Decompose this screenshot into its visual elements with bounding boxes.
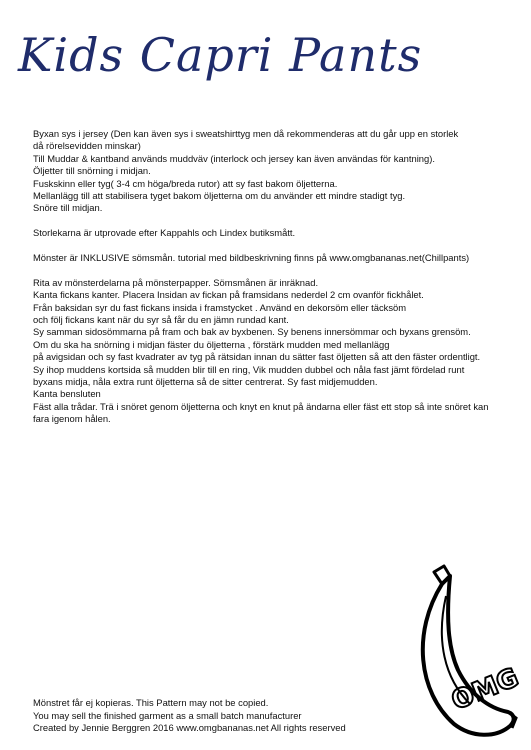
copy-notice: Mönstret får ej kopieras. This Pattern may not be copied. — [33, 697, 269, 708]
step-line: och följ fickans kant när du syr så får du en jämn rundad kant. — [33, 314, 289, 326]
step-line: Kanta bensluten — [33, 388, 101, 400]
step-line: Kanta fickans kanter. Placera Insidan av fickan på framsidans nederdel 2 cm ovanför fickhålet. — [33, 289, 424, 301]
step-line: Om du ska ha snörning i midjan fäster du öljetterna , förstärk mudden med mellanlägg — [33, 338, 390, 350]
credit-line: Created by Jennie Berggren 2016 www.omgbananas.net All rights reserved — [33, 722, 346, 734]
sizes-note: Storlekarna är utprovade efter Kappahls och Lindex butiksmått. — [33, 227, 296, 239]
materials-line: Mellanlägg till att stabilisera tyget bakom öljetterna om du använder ett mindre stadigt tyg. — [33, 190, 406, 202]
logo-text: OMG — [447, 662, 519, 717]
steps-list — [33, 277, 523, 426]
step-line: på avigsidan och sy fast kvadrater av tyg på rätsidan innan du sätter fast öljetten så att den fäster ordentligt. — [33, 351, 481, 363]
step-line: Sy ihop muddens kortsida så mudden blir till en ring, Vik mudden dubbel och nåla fast jämt fördelad runt — [33, 363, 465, 375]
step-line: Rita av mönsterdelarna på mönsterpapper. Sömsmånen är inräknad. — [33, 276, 319, 288]
sell-notice: You may sell the finished garment as a small batch manufacturer — [33, 709, 302, 721]
materials-line: Snöre till midjan. — [33, 202, 103, 214]
materials-line: Byxan sys i jersey (Den kan även sys i sweatshirttyg men då rekommenderas att du går upp en storlek — [33, 128, 459, 139]
materials-line: Till Muddar & kantband används muddväv (interlock och jersey kan även användas för kantning). — [33, 152, 435, 164]
footer — [33, 697, 346, 735]
step-line: byxans midja, nåla extra runt öljetterna så de sitter centrerat. Sy fast midjemudden. — [33, 376, 378, 388]
seam-allowance-note: Mönster är INKLUSIVE sömsmån. tutorial med bildbeskrivning finns på www.omgbananas.net(Chillpants) — [33, 252, 470, 264]
banana-logo-icon — [404, 562, 519, 742]
step-line: Från baksidan syr du fast fickans insida i framstycket . Använd en dekorsöm eller täcksöm — [33, 301, 407, 313]
step-line: fara igenom hålen. — [33, 413, 111, 425]
materials-line: Fuskskinn eller tyg( 3-4 cm höga/breda rutor) att sy fast bakom öljetterna. — [33, 177, 338, 189]
materials-line: Öljetter till snörning i midjan. — [33, 165, 151, 177]
materials-line: då rörelsevidden minskar) — [33, 140, 141, 152]
instructions — [33, 128, 523, 426]
page-title: Kids Capri Pants — [18, 28, 423, 82]
step-line: Sy samman sidosömmarna på fram och bak av byxbenen. Sy benens innersömmar och byxans grensöm. — [33, 326, 471, 338]
step-line: Fäst alla trådar. Trä i snöret genom öljetterna och knyt en knut på ändarna eller fäst ett stop så inte snöret kan — [33, 400, 489, 412]
materials-list — [33, 128, 523, 215]
